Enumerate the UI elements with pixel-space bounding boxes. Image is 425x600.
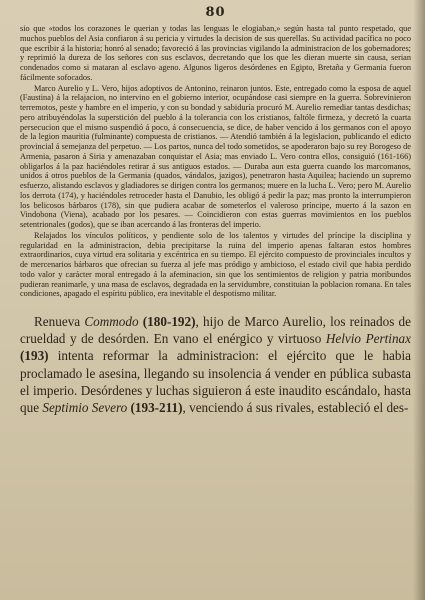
page-number: 80 [205, 5, 226, 20]
reign-dates-severo: (193-211) [127, 400, 183, 416]
text-run: , hijo de Marco Aurelio, los reinados de crueldad y de desórden. En vano el enérgico y virtuoso [20, 314, 411, 347]
paragraph-antonino: sio que «todos los corazones le querian y todas las lenguas le elogiaban,» según hasta tal punto respetado, que muchos pueblos del Asia confiaron á su pericia y virtudes la decision de sus querellas. Su actividad pacífica no poco que escribir á la historia; honró al senado; favoreció á las provincias vigilando la administracion de los gobernadores; y reprimió la dureza de los señores con sus esclavos, decretando que los que les dieran muerte sin causa, serian condenados como si mataran al esclavo ageno. Algunos ligeros desórdenes en Egipto, Bretaña y Germania fueron fácilmente sofocados. [20, 24, 411, 82]
text-run: Renueva [34, 314, 85, 329]
emperor-name-pertinax: Helvio Pertinax [325, 331, 411, 347]
text-run: intenta reformar la administracion: el ejército que le habia proclamado le asesina, llegando su insolencia á vender en pública subasta el imperio. Desórdenes y luchas siguieron á este inaudito escándalo, hasta que [20, 348, 411, 416]
reign-dates-commodo: (180-192) [138, 314, 196, 329]
reign-dates-pertinax: (193) [20, 348, 49, 364]
emperor-name-severo: Septimio Severo [42, 400, 128, 416]
text-run: , venciendo á sus rivales, estableció el des- [182, 400, 409, 416]
paragraph-decline: Relajados los vínculos políticos, y pendiente solo de los talentos y virtudes del príncipe la disciplina y regularidad en la administracion, debia precipitarse la ruina del imperio apenas faltaran estos hombres extraordinarios, cuya virtud era solitaria y excéntrica en su tiempo. El ejército compuesto de provinciales incultos y de mercenarios bárbaros que ofrecian su fuerza al jefe mas pródigo y ambicioso, el estado civil que habia perdido todo valor y carácter moral entregado á la afeminacion, sin que los sentimientos de religion y patria moribundos pudieran reanimarle, y una masa de esclavos, degradada en la servidumbre, constituian la poblacion romana. En tales condiciones, apagado el espíritu público, era inevitable el despotismo militar. [20, 230, 411, 299]
emperor-name-commodo: Commodo [84, 314, 139, 329]
paragraph-commodo [20, 313, 411, 416]
paragraph-marco-aurelio: Marco Aurelio y L. Vero, hijos adoptivos de Antonino, reinaron juntos. Este, entregado como la esposa de aquel (Faustina) á la relajacion, no intervino en el gobierno interior, ocupándose casi siempre en la guerra. Sobrevinieron terremotos, peste y hambre en el imperio, y con su bondad y sabiduría procuró M. Aurelio remediar tantas desdichas; pero atribuyéndolas la superstición del pueblo á la tolerancia con los cristianos, faltóle firmeza, y decretó la cuarta persecucion que el mismo suspendió á poco, á consecuencia, se dice, de haber vencido á los germanos con el apoyo de la legion mauritia (fulminante) compuesta de cristianos. — Atendió también á la legislacion, publicando el edicto provincial á semejanza del perpetuo. — Los partos, nunca del todo sometidos, se apoderaron bajo su rey Borogeso de Armenia, pasaron á Siria y amenazaban conquistar el Asia; mas enviado L. Vero contra ellos, consiguió (161-166) obligarlos á la paz haciéndoles retirar á sus antiguos estados. — Duraba aun esta guerra cuando los marcomanos, unidos á otros pueblos de la Germania (quados, vándalos, jazigos), penetraron hasta Aquilea; haciendo un supremo esfuerzo, alistando esclavos y gladiadores se dirigen contra los germanos; muere en la lucha L. Vero; pero M. Aurelio los derrota (174), y haciéndoles retroceder hasta el Danubio, les obligó á pedir la paz; mas pronto la interrumpieron los belicosos bárbaros (178), sin que pudiera acabar de someterlos el valeroso príncipe, muerto á la sazon en Vindobona (Viena), acabado por los pesares. — Coincidieron con estas guerras movimientos en los pueblos setentrionales (godos), que se iban acercando á las fronteras del imperio. [20, 83, 411, 229]
